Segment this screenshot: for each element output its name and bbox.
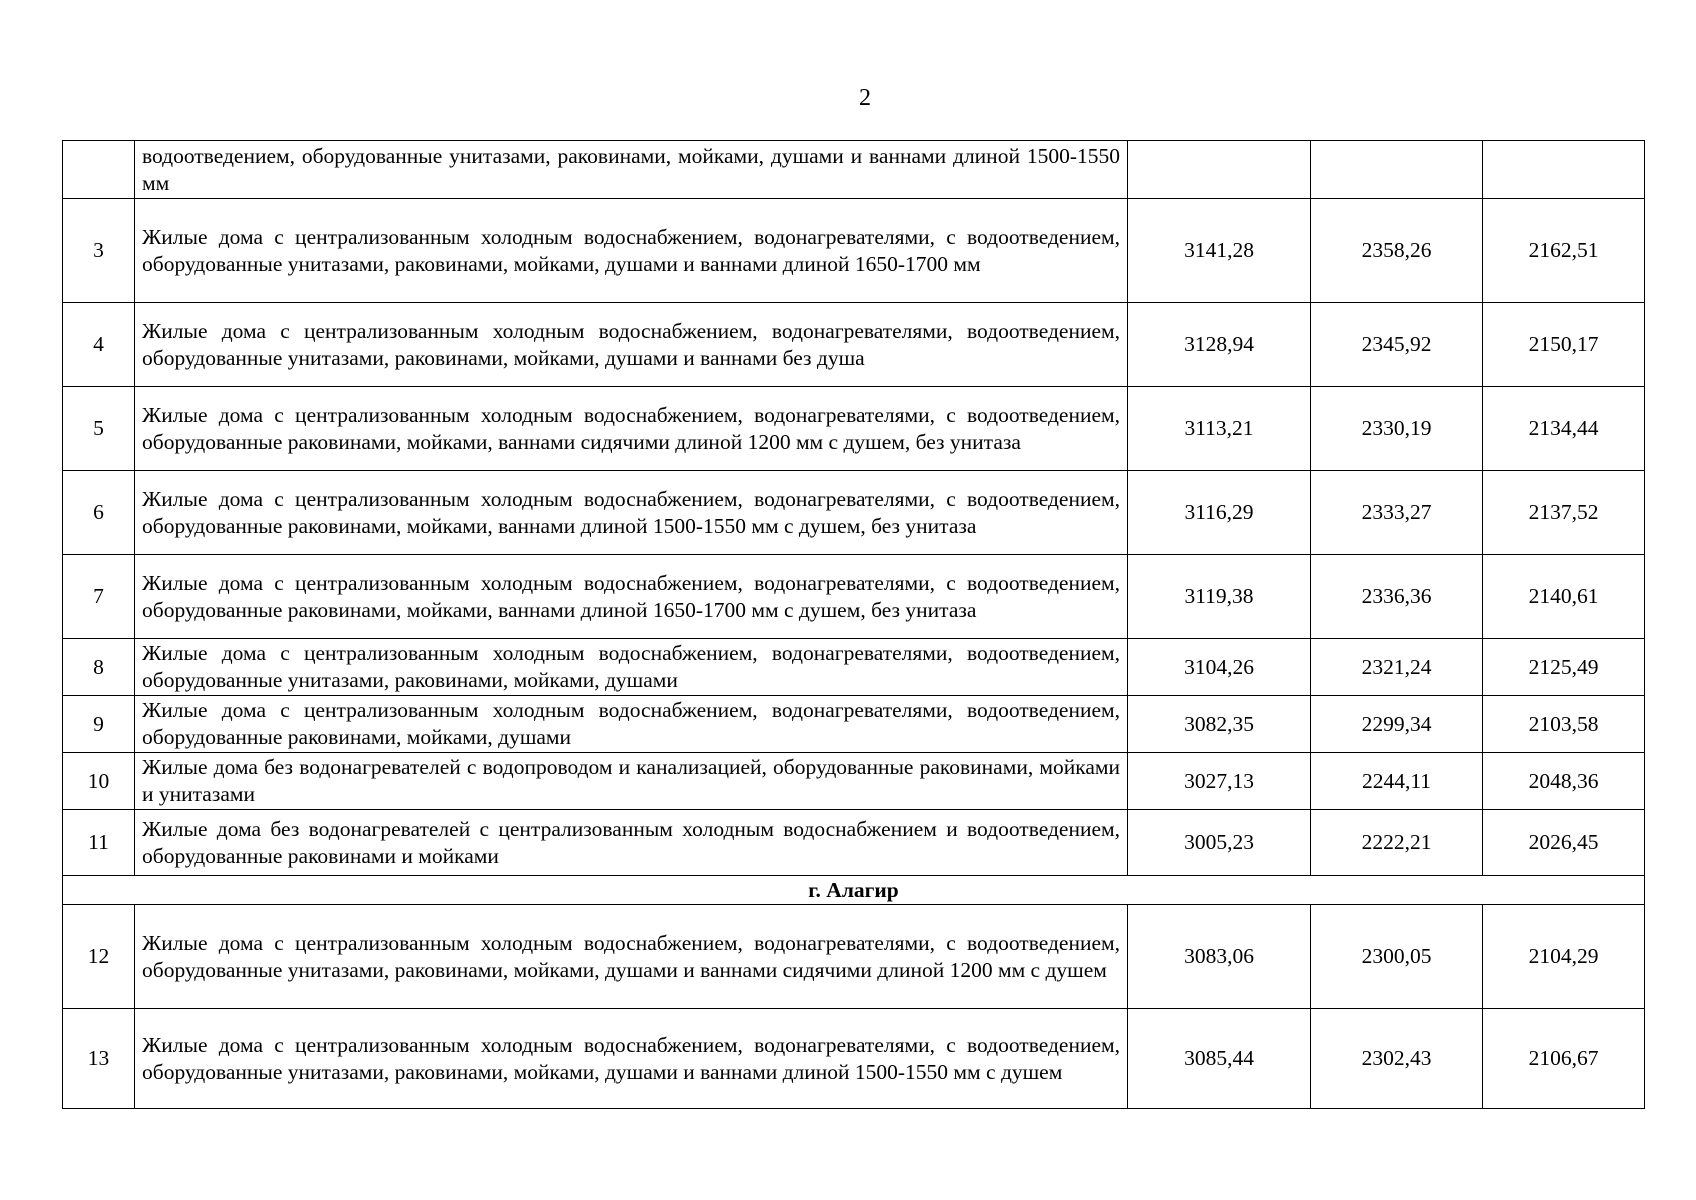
row-number: 9: [63, 696, 135, 753]
row-number: 12: [63, 905, 135, 1009]
value-cell-2: 2222,21: [1311, 810, 1483, 876]
value-cell-3: 2103,58: [1483, 696, 1645, 753]
row-description: Жилые дома с централизованным холодным водоснабжением, водонагревателями, водоотведением, оборудованные унитазами, раковинами, мойками, душами и ваннами без душа: [135, 303, 1128, 387]
table-row: [63, 639, 1645, 696]
row-description: Жилые дома с централизованным холодным водоснабжением, водонагревателями, с водоотведением, оборудованные унитазами, раковинами, мойками, душами и ваннами длиной 1500-1550 мм с душем: [135, 1009, 1128, 1109]
row-description: Жилые дома с централизованным холодным водоснабжением, водонагревателями, водоотведением, оборудованные унитазами, раковинами, мойками, душами: [135, 639, 1128, 696]
row-number: 6: [63, 471, 135, 555]
row-number: 10: [63, 753, 135, 810]
section-title: г. Алагир: [63, 876, 1645, 905]
value-cell-3: 2026,45: [1483, 810, 1645, 876]
value-cell-2: 2244,11: [1311, 753, 1483, 810]
table-row: [63, 905, 1645, 1009]
value-cell-2: 2330,19: [1311, 387, 1483, 471]
value-cell-1: [1128, 141, 1311, 199]
table-row: [63, 303, 1645, 387]
table-row: [63, 555, 1645, 639]
value-cell-2: 2358,26: [1311, 199, 1483, 303]
tariff-table: [62, 140, 1645, 1109]
value-cell-1: 3116,29: [1128, 471, 1311, 555]
row-description: Жилые дома с централизованным холодным водоснабжением, водонагревателями, с водоотведением, оборудованные унитазами, раковинами, мойками, душами и ваннами длиной 1650-1700 мм: [135, 199, 1128, 303]
value-cell-1: 3128,94: [1128, 303, 1311, 387]
value-cell-1: 3141,28: [1128, 199, 1311, 303]
value-cell-2: 2302,43: [1311, 1009, 1483, 1109]
value-cell-3: 2140,61: [1483, 555, 1645, 639]
value-cell-3: 2134,44: [1483, 387, 1645, 471]
value-cell-3: 2162,51: [1483, 199, 1645, 303]
value-cell-1: 3119,38: [1128, 555, 1311, 639]
value-cell-2: 2321,24: [1311, 639, 1483, 696]
value-cell-2: 2345,92: [1311, 303, 1483, 387]
value-cell-2: 2333,27: [1311, 471, 1483, 555]
value-cell-1: 3113,21: [1128, 387, 1311, 471]
value-cell-3: 2125,49: [1483, 639, 1645, 696]
row-number: 3: [63, 199, 135, 303]
page-number: 2: [859, 85, 871, 111]
table-row: [63, 1009, 1645, 1109]
table-row: [63, 199, 1645, 303]
table-row: [63, 753, 1645, 810]
table-row: [63, 387, 1645, 471]
row-description: Жилые дома с централизованным холодным водоснабжением, водонагревателями, с водоотведением, оборудованные унитазами, раковинами, мойками, душами и ваннами сидячими длиной 1200 мм с душем: [135, 905, 1128, 1009]
row-description: Жилые дома без водонагревателей с централизованным холодным водоснабжением и водоотведением, оборудованные раковинами и мойками: [135, 810, 1128, 876]
value-cell-2: 2299,34: [1311, 696, 1483, 753]
row-number: 8: [63, 639, 135, 696]
value-cell-3: 2048,36: [1483, 753, 1645, 810]
value-cell-1: 3082,35: [1128, 696, 1311, 753]
row-description: Жилые дома с централизованным холодным водоснабжением, водонагревателями, с водоотведением, оборудованные раковинами, мойками, ваннами сидячими длиной 1200 мм с душем, без унитаза: [135, 387, 1128, 471]
row-description: Жилые дома с централизованным холодным водоснабжением, водонагревателями, с водоотведением, оборудованные раковинами, мойками, ваннами длиной 1650-1700 мм с душем, без унитаза: [135, 555, 1128, 639]
value-cell-3: 2150,17: [1483, 303, 1645, 387]
value-cell-1: 3085,44: [1128, 1009, 1311, 1109]
value-cell-2: 2336,36: [1311, 555, 1483, 639]
value-cell-2: 2300,05: [1311, 905, 1483, 1009]
value-cell-1: 3104,26: [1128, 639, 1311, 696]
value-cell-2: [1311, 141, 1483, 199]
value-cell-3: [1483, 141, 1645, 199]
table-row: [63, 810, 1645, 876]
value-cell-3: 2104,29: [1483, 905, 1645, 1009]
section-row: [63, 876, 1645, 905]
table-row-continuation: [63, 141, 1645, 199]
table-row: [63, 471, 1645, 555]
row-number: 4: [63, 303, 135, 387]
row-description: Жилые дома без водонагревателей с водопроводом и канализацией, оборудованные раковинами, мойками и унитазами: [135, 753, 1128, 810]
row-description: водоотведением, оборудованные унитазами, раковинами, мойками, душами и ваннами длиной 1500-1550 мм: [135, 141, 1128, 199]
table-row: [63, 696, 1645, 753]
row-number: 7: [63, 555, 135, 639]
row-number: 11: [63, 810, 135, 876]
row-description: Жилые дома с централизованным холодным водоснабжением, водонагревателями, водоотведением, оборудованные раковинами, мойками, душами: [135, 696, 1128, 753]
value-cell-1: 3083,06: [1128, 905, 1311, 1009]
value-cell-3: 2106,67: [1483, 1009, 1645, 1109]
row-number: 5: [63, 387, 135, 471]
value-cell-1: 3005,23: [1128, 810, 1311, 876]
row-number-cell: [63, 141, 135, 199]
value-cell-1: 3027,13: [1128, 753, 1311, 810]
value-cell-3: 2137,52: [1483, 471, 1645, 555]
row-number: 13: [63, 1009, 135, 1109]
row-description: Жилые дома с централизованным холодным водоснабжением, водонагревателями, с водоотведением, оборудованные раковинами, мойками, ваннами длиной 1500-1550 мм с душем, без унитаза: [135, 471, 1128, 555]
